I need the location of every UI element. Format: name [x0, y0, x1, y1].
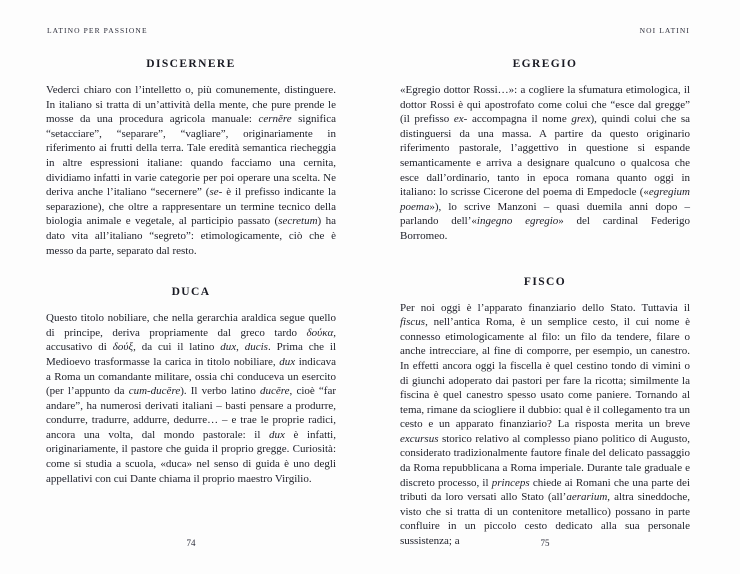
page-number-left: 74: [186, 538, 196, 548]
running-head-right: NOI LATINI: [639, 26, 690, 35]
paragraph-fisco: Per noi oggi è l’apparato finanziario dello Stato. Tuttavia il fiscus, nell’antica Roma, è un semplice cesto, il cui nome è connesso etimologicamente al filo: un filo da tendere, filare o anche intrecciare, al fine di comporre, per esempio, un canestro. In effetti ancora oggi la fiscella è quel cestino tondo di vimini o di giunchi adoperato dai pastori per fare la ricotta; similmente la fiscina è quel canestro spesso usato come paniere. Tornando al tema, rimane da sciogliere il dubbio: qual è il collegamento tra un cesto e un apparato finanziario? La risposta merita un breve excursus storico relativo al complesso piano politico di Augusto, considerato tradizionalmente fautore finale del delicato passaggio da Roma repubblicana a Roma imperiale. Durante tale graduale e discreto processo, il princeps chiede ai Romani che una parte dei tributi da loro versati allo Stato (all’aerarium, altra sineddoche, visto che si tratta di un contenitore metallico) possano in parte confluire in un piccolo cesto dedicato alla sua personale sussistenza; a: [400, 301, 690, 548]
running-head-left: LATINO PER PASSIONE: [47, 26, 148, 35]
left-page-content: [46, 58, 336, 486]
left-page: [46, 0, 336, 574]
right-page-content: [400, 58, 690, 549]
section-title-fisco: FISCO: [523, 275, 567, 288]
section-title-egregio: EGREGIO: [512, 58, 578, 70]
paragraph-duca: Questo titolo nobiliare, che nella gerarchia araldica segue quello di principe, deriva propriamente dal greco tardo δούκα, accusativo di δούξ, da cui il latino dux, ducis. Prima che il Medioevo trasformasse la carica in titolo nobiliare, dux indicava a Roma un comandante militare, ossia chi conduceva un esercito (per l’appunto da cum-ducĕre). Il verbo latino ducĕre, cioè “far andare”, ha numerosi derivati italiani – basti pensare a produrre, condurre, tradurre, addurre, dedurre… – e trae le proprie radici, ancora una volta, dal mondo pastorale: il dux è infatti, originariamente, il pastore che guida il proprio gregge. Curiosità: come si studia a scuola, «duca» nel senso di guida è uno degli appellativi con cui Dante chiama il proprio maestro Virgilio.: [46, 312, 336, 485]
paragraph-discernere: Vederci chiaro con l’intelletto o, più comunemente, distinguere. In italiano si tratta di un’attività della mente, che pure prende le mosse da una procedura agricola manuale: cernĕre significa “setacciare”, “separare”, “vagliare”, originariamente in riferimento ai frutti della terra. Tale eredità semantica riecheggia in altre espressioni italiane: quando facciamo una cernita, dividiamo infatti in varie categorie per poi operare una scelta. Ne deriva anche l’italiano “secernere” (se- è il prefisso indicante la separazione), che oltre a rappresentare un termine tecnico della biologia animale e vegetale, al participio passato (secretum) ha dato vita all’italiano “segreto”: etimologicamente, ciò che è messo da parte, separato dal resto.: [46, 84, 336, 257]
section-title-duca: DUCA: [171, 286, 211, 299]
paragraph-egregio: «Egregio dottor Rossi…»: a cogliere la sfumatura etimologica, il dottor Rossi è qui apostrofato come colui che “esce dal gregge” (il prefisso ex- accompagna il nome grex), quindi colui che sa distinguersi da una massa. A partire da questo originario riferimento pastorale, l’aggettivo in questione si espande semanticamente e arriva a designare qualcuno o qualcosa che esce dall’ordinario, tanto in epoca romana quanto oggi in italiano: lo scrisse Cicerone del poema di Empedocle («egregium poema»), lo scrive Manzoni – quasi duemila anni dopo – parlando dell’«ingegno egregio» del cardinal Federigo Borromeo.: [400, 84, 690, 242]
page-number-right: 75: [540, 538, 550, 548]
section-title-discernere: DISCERNERE: [146, 58, 236, 70]
right-page: [400, 0, 690, 574]
